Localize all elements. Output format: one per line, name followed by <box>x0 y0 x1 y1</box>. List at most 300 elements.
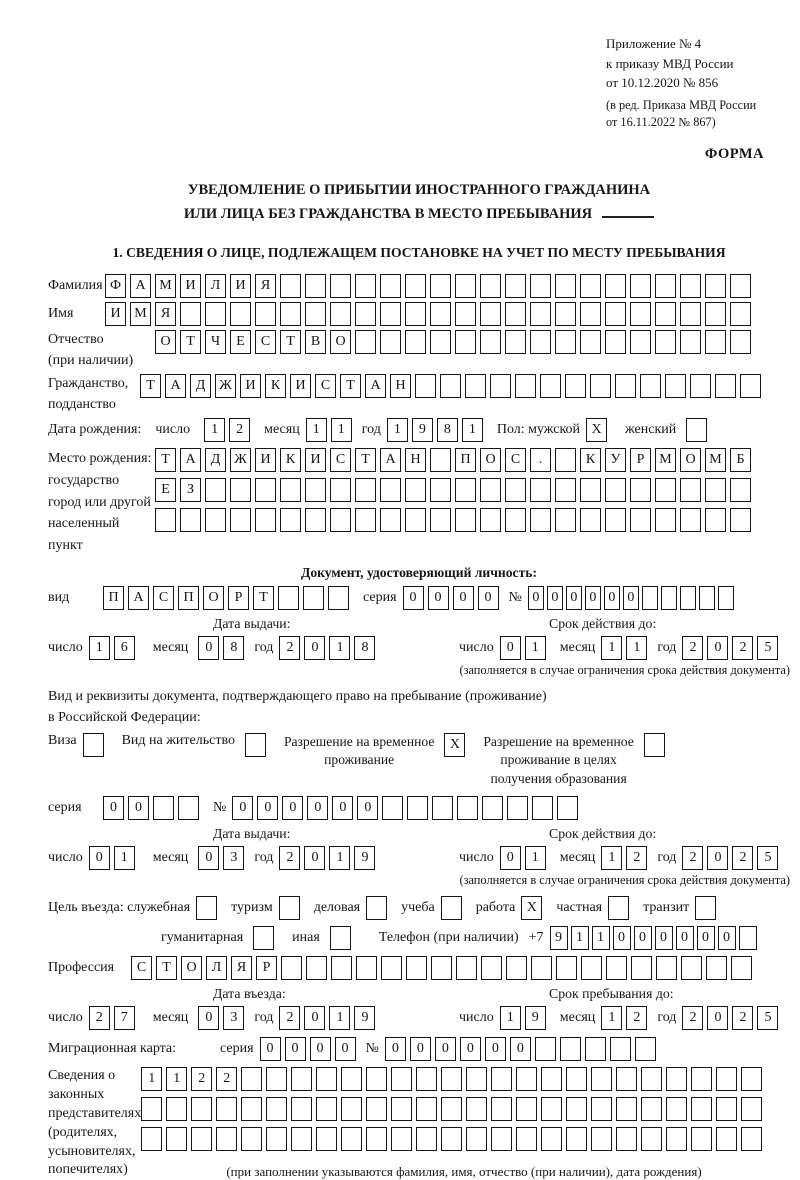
char-cell <box>641 1097 662 1121</box>
char-cell <box>280 302 301 326</box>
char-cell <box>516 1127 537 1151</box>
form-title-line1: УВЕДОМЛЕНИЕ О ПРИБЫТИИ ИНОСТРАННОГО ГРАЖДАНИНА <box>187 182 651 199</box>
permit-valid-year-cells <box>682 846 782 870</box>
char-cell <box>456 956 477 980</box>
purpose-official-checkbox <box>196 896 221 920</box>
permit-valid-month-cells <box>601 846 651 870</box>
profession-cells <box>131 956 756 980</box>
char-cell <box>590 374 611 398</box>
char-cell <box>541 1127 562 1151</box>
edu-permit-label-line2: проживание в целях <box>500 752 617 768</box>
temp-permit-label-line1: Разрешение на временное <box>283 734 435 749</box>
purpose-transit-label: транзит <box>643 900 690 916</box>
char-cell: 2 <box>626 846 647 870</box>
char-cell <box>516 1067 537 1091</box>
char-cell: 0 <box>604 586 620 610</box>
char-cell <box>480 274 501 298</box>
char-cell: 0 <box>403 586 424 610</box>
char-cell: 0 <box>547 586 563 610</box>
char-cell: С <box>153 586 174 610</box>
residence-permit-label: Вид на жительство <box>121 733 235 748</box>
patronymic-label <box>48 330 155 372</box>
char-cell: 9 <box>354 846 375 870</box>
permit-valid-day-cells <box>500 846 550 870</box>
char-cell: И <box>180 274 201 298</box>
doc-issue-line <box>48 636 419 660</box>
char-cell <box>405 330 426 354</box>
char-cell: 0 <box>310 1037 331 1061</box>
char-cell <box>366 1067 387 1091</box>
migration-number-cells <box>385 1037 660 1061</box>
char-cell <box>355 274 376 298</box>
char-cell <box>532 796 553 820</box>
char-cell <box>330 478 351 502</box>
char-cell <box>305 302 326 326</box>
char-cell <box>480 478 501 502</box>
char-cell <box>291 1067 312 1091</box>
char-cell <box>741 1127 762 1151</box>
char-cell <box>530 508 551 532</box>
permit-issue-year-cells <box>279 846 379 870</box>
birth-place-label <box>48 448 155 556</box>
char-cell: 0 <box>198 636 219 660</box>
char-cell: 0 <box>655 926 673 950</box>
char-cell <box>405 508 426 532</box>
char-cell <box>330 274 351 298</box>
char-cell <box>530 330 551 354</box>
birth-date-label: Дата рождения: <box>48 422 142 438</box>
phone-label: Телефон (при наличии) <box>378 930 519 946</box>
char-cell: 9 <box>525 1006 546 1030</box>
char-cell: 0 <box>676 926 694 950</box>
month-label: месяц <box>559 1010 596 1026</box>
char-cell: 0 <box>332 796 353 820</box>
char-cell: 1 <box>329 846 350 870</box>
char-cell: 1 <box>571 926 589 950</box>
char-cell <box>705 508 726 532</box>
char-cell <box>416 1097 437 1121</box>
char-cell: 2 <box>191 1067 212 1091</box>
char-cell <box>616 1127 637 1151</box>
char-cell <box>441 1127 462 1151</box>
char-cell <box>330 926 351 950</box>
char-cell <box>616 1097 637 1121</box>
char-cell: 2 <box>216 1067 237 1091</box>
char-cell <box>196 896 217 920</box>
migration-series-cells <box>260 1037 360 1061</box>
char-cell <box>555 508 576 532</box>
name-row <box>48 302 790 326</box>
char-cell <box>505 330 526 354</box>
char-cell: 1 <box>204 418 225 442</box>
char-cell: В <box>305 330 326 354</box>
char-cell: 1 <box>114 846 135 870</box>
char-cell: X <box>444 733 465 757</box>
char-cell <box>382 796 403 820</box>
migration-card-label: Миграционная карта: <box>48 1041 177 1057</box>
birth-day-cells <box>204 418 254 442</box>
char-cell <box>480 330 501 354</box>
stay-month-cells <box>601 1006 651 1030</box>
hdr-line-3: от 10.12.2020 № 856 <box>606 75 719 90</box>
order-reference <box>606 34 790 132</box>
char-cell: Ж <box>215 374 236 398</box>
year-label: год <box>254 1010 274 1026</box>
profession-row <box>48 956 790 980</box>
char-cell <box>280 508 301 532</box>
char-cell <box>580 508 601 532</box>
char-cell <box>580 478 601 502</box>
migration-number-label: № <box>365 1041 379 1057</box>
temp-permit-label <box>284 733 434 770</box>
char-cell <box>605 330 626 354</box>
char-cell: 5 <box>757 636 778 660</box>
char-cell <box>505 302 526 326</box>
char-cell: Е <box>230 330 251 354</box>
day-label: число <box>48 639 83 655</box>
char-cell <box>630 274 651 298</box>
char-cell <box>391 1097 412 1121</box>
char-cell <box>482 796 503 820</box>
char-cell: 1 <box>331 418 352 442</box>
doc-issue-day-cells <box>89 636 139 660</box>
char-cell <box>416 1127 437 1151</box>
doc-number-label: № <box>508 589 522 605</box>
char-cell <box>630 508 651 532</box>
char-cell: 0 <box>285 1037 306 1061</box>
char-cell <box>560 1037 581 1061</box>
char-cell: С <box>330 448 351 472</box>
stay-year-cells <box>682 1006 782 1030</box>
char-cell <box>716 1067 737 1091</box>
char-cell: 0 <box>460 1037 481 1061</box>
birth-place-label-line2: государство <box>48 472 120 488</box>
char-cell: У <box>605 448 626 472</box>
char-cell <box>740 374 761 398</box>
char-cell: 1 <box>592 926 610 950</box>
char-cell <box>691 1097 712 1121</box>
birth-place-cells-row1 <box>155 448 755 472</box>
birth-date-row <box>48 418 790 442</box>
char-cell: Ж <box>230 448 251 472</box>
permit-valid-note: (заполняется в случае ограничения срока действия документа) <box>459 873 790 888</box>
char-cell: 0 <box>585 586 601 610</box>
char-cell <box>153 796 174 820</box>
hdr-line-1: Приложение № 4 <box>606 36 702 51</box>
char-cell <box>695 896 716 920</box>
permit-number-cells <box>232 796 582 820</box>
char-cell <box>205 508 226 532</box>
char-cell: И <box>105 302 126 326</box>
char-cell <box>641 1067 662 1091</box>
char-cell <box>505 274 526 298</box>
char-cell <box>530 274 551 298</box>
char-cell: 2 <box>682 1006 703 1030</box>
char-cell <box>255 508 276 532</box>
char-cell <box>635 1037 656 1061</box>
char-cell <box>366 1097 387 1121</box>
char-cell: 0 <box>89 846 110 870</box>
representatives-label-line2: законных <box>48 1086 105 1102</box>
char-cell: Б <box>730 448 751 472</box>
doc-issue-month-cells <box>198 636 248 660</box>
char-cell <box>341 1127 362 1151</box>
doc-issue-heading: Дата выдачи: <box>213 615 291 631</box>
char-cell <box>406 956 427 980</box>
char-cell <box>580 330 601 354</box>
char-cell: 0 <box>500 846 521 870</box>
char-cell: Л <box>206 956 227 980</box>
stay-until-col <box>419 986 790 1030</box>
hdr-amend-2: от 16.11.2022 № 867) <box>606 115 716 130</box>
permit-series-label: серия <box>48 800 82 816</box>
char-cell <box>305 274 326 298</box>
permit-issue-col <box>48 826 419 870</box>
char-cell <box>466 1097 487 1121</box>
char-cell <box>490 374 511 398</box>
char-cell: Т <box>340 374 361 398</box>
char-cell <box>630 478 651 502</box>
char-cell <box>405 274 426 298</box>
month-label: месяц <box>152 850 189 866</box>
char-cell: 1 <box>462 418 483 442</box>
residence-permit-checkbox <box>245 733 270 757</box>
char-cell <box>655 274 676 298</box>
purpose-work-checkbox <box>521 896 546 920</box>
char-cell: Ч <box>205 330 226 354</box>
char-cell: С <box>131 956 152 980</box>
char-cell <box>610 1037 631 1061</box>
doc-valid-month-cells <box>601 636 651 660</box>
char-cell: 1 <box>329 636 350 660</box>
representatives-label-line1: Сведения о <box>48 1068 116 1084</box>
char-cell: 2 <box>89 1006 110 1030</box>
char-cell <box>705 274 726 298</box>
char-cell <box>535 1037 556 1061</box>
char-cell <box>739 926 757 950</box>
char-cell: 0 <box>623 586 639 610</box>
char-cell: 2 <box>682 846 703 870</box>
char-cell <box>230 302 251 326</box>
char-cell <box>278 586 299 610</box>
form-title <box>48 179 790 227</box>
char-cell: П <box>178 586 199 610</box>
char-cell <box>608 896 629 920</box>
char-cell <box>441 896 462 920</box>
char-cell <box>255 478 276 502</box>
char-cell <box>355 508 376 532</box>
char-cell: 1 <box>525 846 546 870</box>
char-cell: 0 <box>718 926 736 950</box>
char-cell <box>557 796 578 820</box>
char-cell <box>630 330 651 354</box>
char-cell <box>366 1127 387 1151</box>
citizenship-cells <box>140 374 765 398</box>
char-cell <box>141 1097 162 1121</box>
char-cell <box>430 330 451 354</box>
char-cell <box>330 302 351 326</box>
char-cell: К <box>280 448 301 472</box>
char-cell <box>481 956 502 980</box>
char-cell: 3 <box>223 1006 244 1030</box>
doc-issue-year-cells <box>279 636 379 660</box>
char-cell: 1 <box>141 1067 162 1091</box>
char-cell <box>680 586 696 610</box>
char-cell <box>585 1037 606 1061</box>
char-cell <box>665 374 686 398</box>
citizenship-label-line1: Гражданство, <box>48 375 129 391</box>
char-cell: 0 <box>307 796 328 820</box>
char-cell: 1 <box>525 636 546 660</box>
sex-female-label: женский <box>625 422 677 438</box>
char-cell <box>180 302 201 326</box>
char-cell: 0 <box>566 586 582 610</box>
hdr-line-2: к приказу МВД России <box>606 55 734 71</box>
char-cell <box>630 302 651 326</box>
permit-paragraph-line1: Вид и реквизиты документа, подтверждающего право на пребывание (проживание) <box>48 688 547 704</box>
char-cell <box>178 796 199 820</box>
char-cell: 9 <box>354 1006 375 1030</box>
edu-permit-label-line1: Разрешение на временное <box>483 734 634 749</box>
char-cell: 0 <box>485 1037 506 1061</box>
permit-number-label: № <box>213 800 227 816</box>
char-cell <box>155 508 176 532</box>
char-cell <box>83 733 104 757</box>
sex-male-checkbox <box>586 418 611 442</box>
citizenship-label-line2: подданство <box>48 396 116 412</box>
char-cell: 2 <box>279 1006 300 1030</box>
hdr-amend-1: (в ред. Приказа МВД России <box>606 97 757 112</box>
char-cell: Ф <box>105 274 126 298</box>
char-cell: Т <box>155 448 176 472</box>
char-cell <box>540 374 561 398</box>
representatives-cells-row1 <box>141 1067 766 1091</box>
char-cell <box>730 508 751 532</box>
char-cell <box>741 1067 762 1091</box>
char-cell <box>655 508 676 532</box>
char-cell: 1 <box>329 1006 350 1030</box>
char-cell <box>730 330 751 354</box>
birth-place-row <box>48 448 790 556</box>
char-cell <box>279 896 300 920</box>
char-cell <box>366 896 387 920</box>
permit-valid-col <box>419 826 790 870</box>
citizenship-label <box>48 374 140 416</box>
char-cell: 2 <box>682 636 703 660</box>
birth-place-cells <box>155 448 755 532</box>
char-cell <box>605 478 626 502</box>
char-cell <box>605 274 626 298</box>
char-cell <box>230 478 251 502</box>
char-cell: 8 <box>223 636 244 660</box>
char-cell <box>699 586 715 610</box>
entry-date-heading: Дата въезда: <box>213 986 286 1002</box>
char-cell <box>506 956 527 980</box>
char-cell <box>216 1097 237 1121</box>
char-cell: 8 <box>354 636 375 660</box>
purpose-work-label: работа <box>475 900 516 916</box>
representatives-note: (при заполнении указываются фамилия, имя, отчество (при наличии), дата рождения) <box>226 1164 702 1180</box>
char-cell <box>616 1067 637 1091</box>
stay-until-line <box>419 1006 790 1030</box>
doc-number-cells <box>528 586 737 610</box>
migration-series-label: серия <box>220 1041 254 1057</box>
char-cell: Т <box>280 330 301 354</box>
char-cell: А <box>130 274 151 298</box>
section1-heading: 1. СВЕДЕНИЯ О ЛИЦЕ, ПОДЛЕЖАЩЕМ ПОСТАНОВКЕ НА УЧЕТ ПО МЕСТУ ПРЕБЫВАНИЯ <box>112 245 726 260</box>
visa-label: Виза <box>48 733 77 748</box>
char-cell <box>316 1127 337 1151</box>
char-cell <box>430 478 451 502</box>
representatives-label-line3: представителях <box>48 1105 142 1121</box>
doc-valid-note: (заполняется в случае ограничения срока действия документа) <box>459 662 790 677</box>
day-label: число <box>155 422 191 438</box>
purpose-private-label: частная <box>556 900 603 916</box>
month-label: месяц <box>152 1010 189 1026</box>
char-cell: 6 <box>114 636 135 660</box>
char-cell <box>380 274 401 298</box>
char-cell: 2 <box>279 846 300 870</box>
char-cell: А <box>365 374 386 398</box>
char-cell: 8 <box>437 418 458 442</box>
char-cell <box>280 478 301 502</box>
char-cell <box>205 478 226 502</box>
char-cell <box>566 1067 587 1091</box>
char-cell: М <box>130 302 151 326</box>
char-cell <box>706 956 727 980</box>
form-title-line2 <box>48 203 790 227</box>
char-cell: 9 <box>412 418 433 442</box>
day-label: число <box>459 850 494 866</box>
char-cell <box>705 330 726 354</box>
char-cell <box>555 330 576 354</box>
footnote-underline <box>602 216 654 218</box>
char-cell <box>605 508 626 532</box>
birth-place-label-line1: Место рождения: <box>48 451 152 467</box>
purpose-other-label: иная <box>292 930 320 946</box>
purpose-study-label: учеба <box>401 900 435 916</box>
purpose-business-checkbox <box>366 896 391 920</box>
migration-card-row <box>48 1037 790 1061</box>
char-cell <box>355 302 376 326</box>
char-cell <box>441 1097 462 1121</box>
citizenship-row <box>48 374 790 416</box>
char-cell <box>715 374 736 398</box>
id-doc-row <box>48 586 790 610</box>
char-cell <box>416 1067 437 1091</box>
char-cell: 2 <box>279 636 300 660</box>
char-cell <box>705 302 726 326</box>
day-label: число <box>459 1010 494 1026</box>
char-cell: 0 <box>357 796 378 820</box>
char-cell: 0 <box>304 1006 325 1030</box>
char-cell: Р <box>228 586 249 610</box>
char-cell: 0 <box>613 926 631 950</box>
char-cell <box>305 508 326 532</box>
char-cell <box>391 1067 412 1091</box>
surname-row <box>48 274 790 298</box>
char-cell: 0 <box>510 1037 531 1061</box>
year-label: год <box>657 1010 677 1026</box>
char-cell <box>432 796 453 820</box>
char-cell: З <box>180 478 201 502</box>
char-cell <box>555 448 576 472</box>
char-cell: О <box>480 448 501 472</box>
entry-dates-block <box>48 986 790 1030</box>
char-cell: 0 <box>435 1037 456 1061</box>
char-cell <box>605 302 626 326</box>
char-cell <box>566 1097 587 1121</box>
